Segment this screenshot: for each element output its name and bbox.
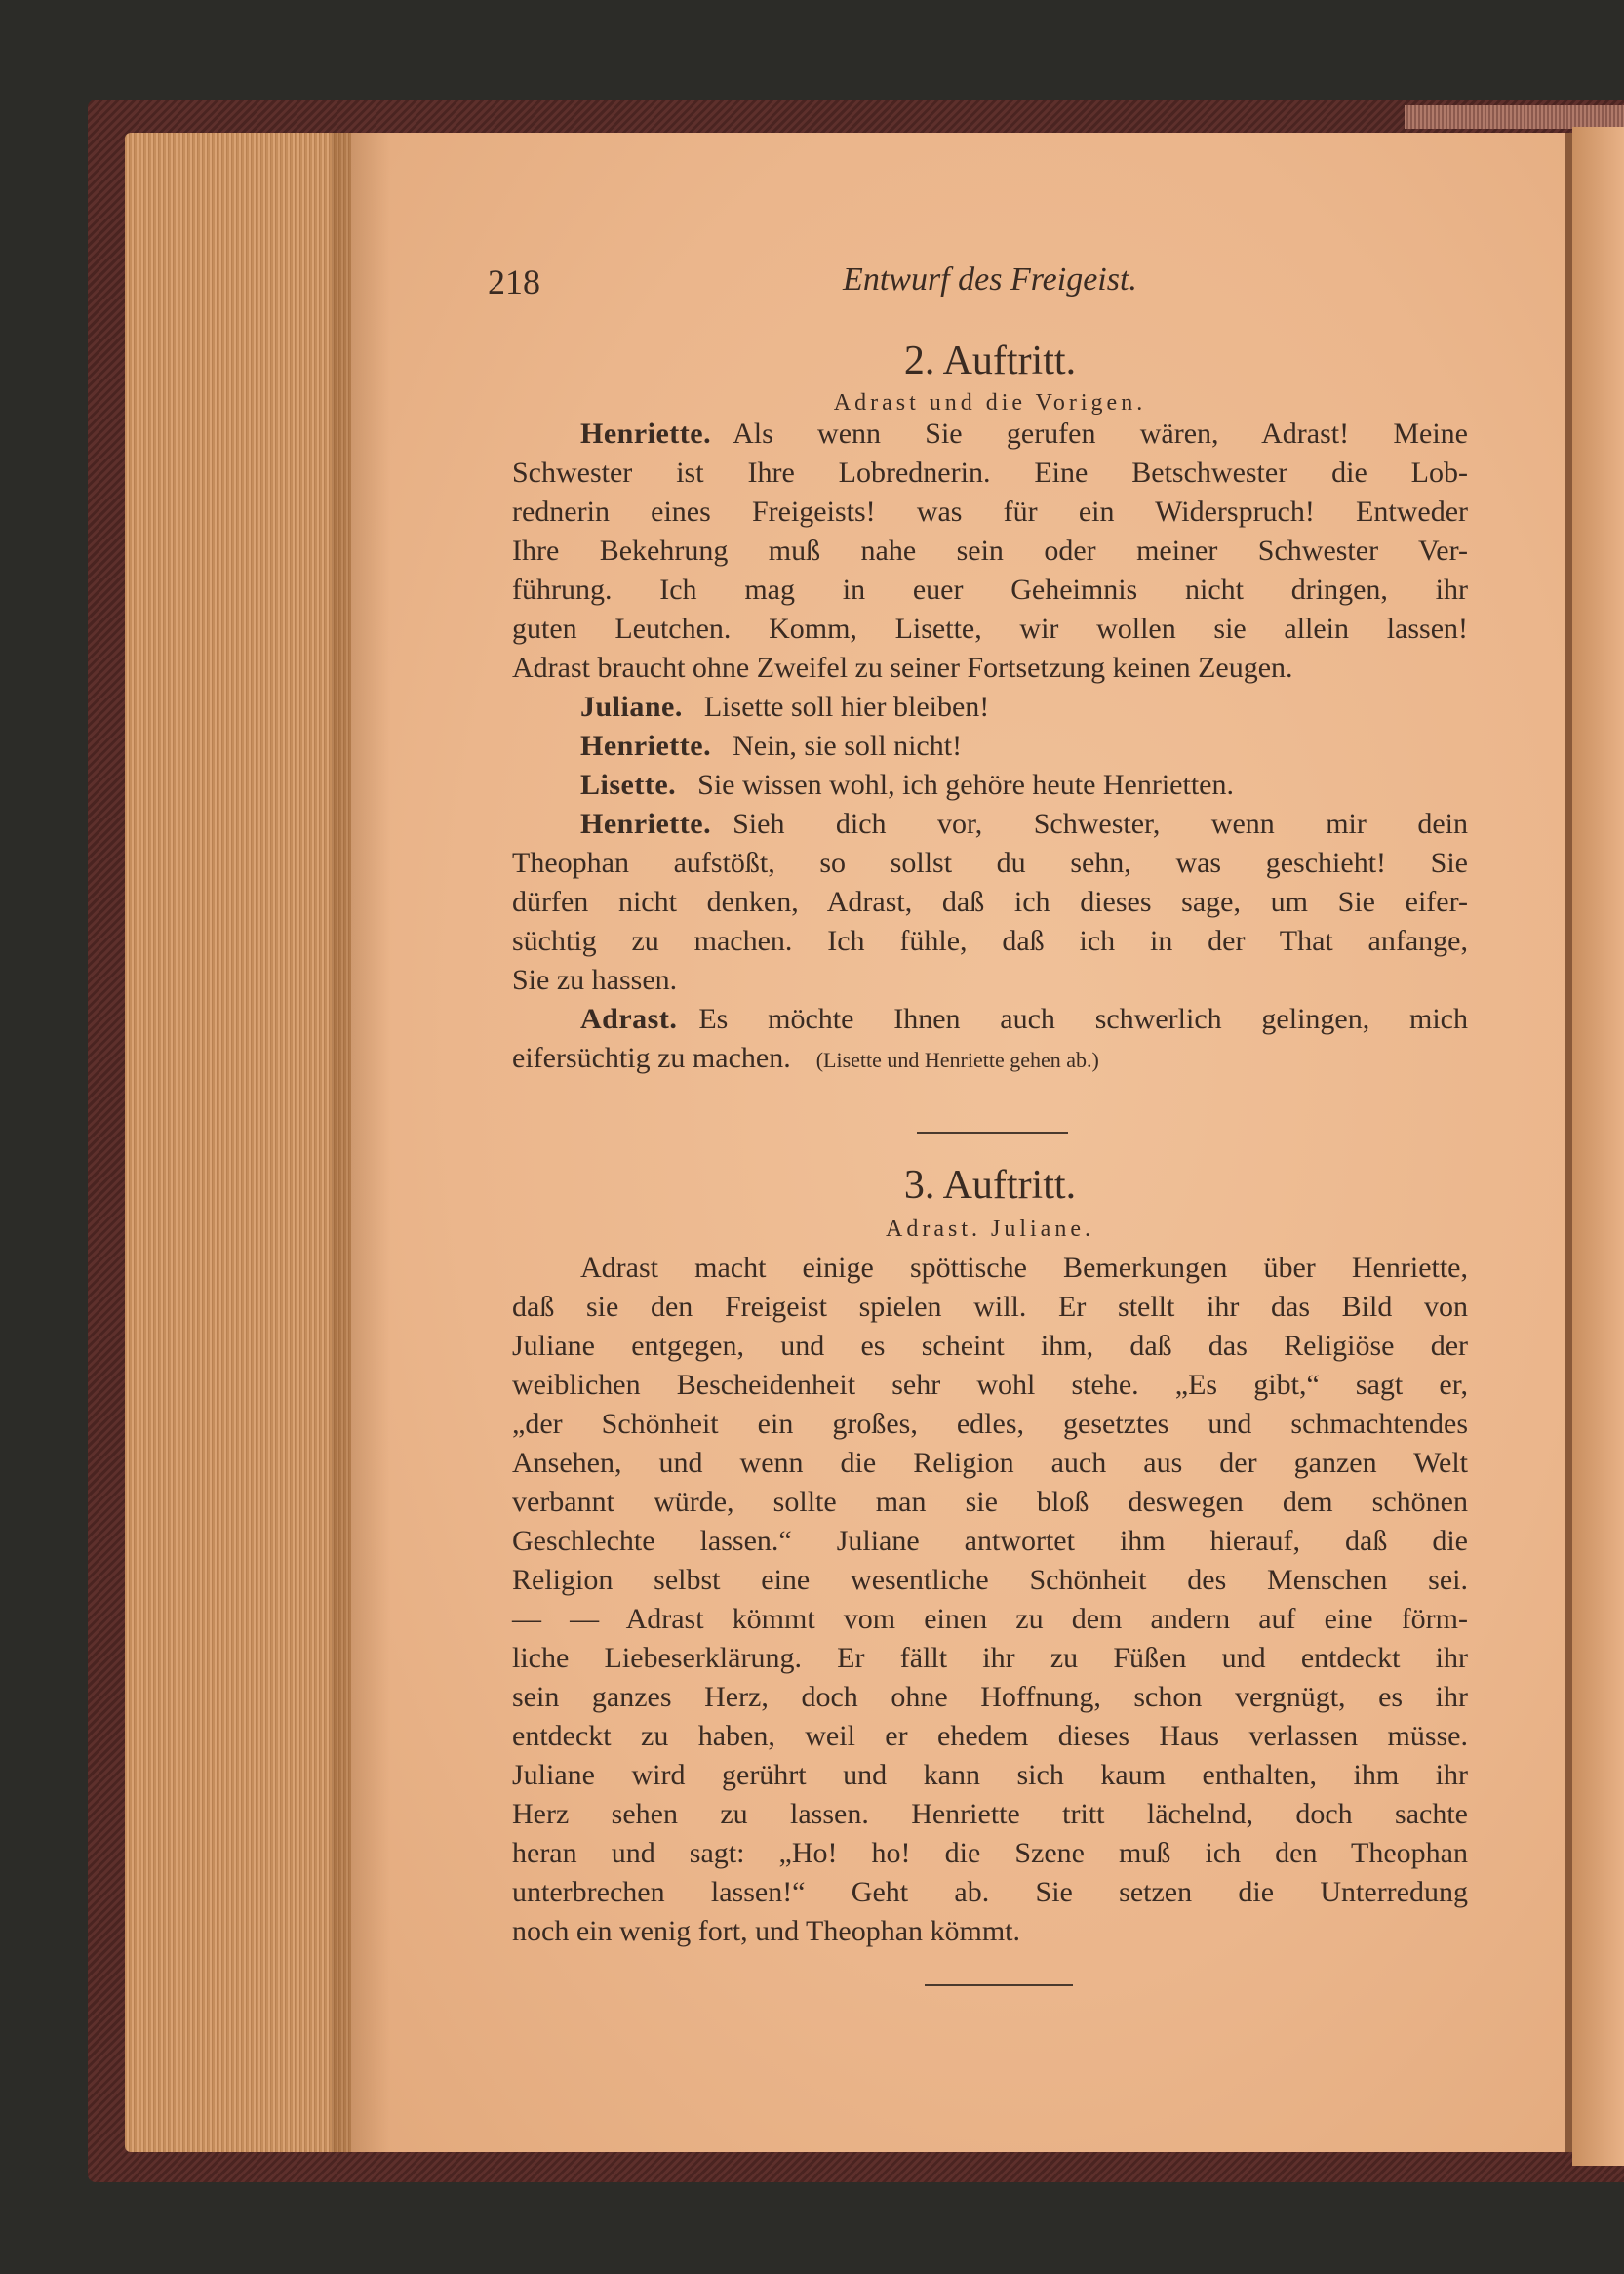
page-number: 218 — [488, 262, 540, 301]
line-text: Religion selbst eine wesentliche Schönheit des Menschen sei. — [512, 1564, 1468, 1596]
line-text: Juliane wird gerührt und kann sich kaum enthalten, ihm ihr — [512, 1759, 1468, 1791]
line-text: rednerin eines Freigeists! was für ein Widerspruch! Entweder — [512, 496, 1468, 528]
scene-body — [512, 415, 1468, 1078]
line-text: heran und sagt: „Ho! ho! die Szene muß ich den Theophan — [512, 1837, 1468, 1869]
section-divider — [917, 1132, 1068, 1134]
line-text: Ansehen, und wenn die Religion auch aus der ganzen Welt — [512, 1447, 1468, 1479]
line-text: daß sie den Freigeist spielen will. Er stellt ihr das Bild von — [512, 1291, 1468, 1323]
text-line — [512, 1834, 1468, 1873]
line-text: eifersüchtig zu machen. — [512, 1042, 791, 1074]
text-line — [512, 493, 1468, 532]
line-text: sein ganzes Herz, doch ohne Hoffnung, schon vergnügt, es ihr — [512, 1681, 1468, 1713]
speaker-name: Adrast. — [580, 1003, 678, 1035]
scene-characters: Adrast und die Vorigen. — [833, 390, 1147, 416]
text-line — [512, 1561, 1468, 1600]
line-text: Sieh dich vor, Schwester, wenn mir dein — [733, 808, 1468, 840]
line-text: verbannt würde, sollte man sie bloß deswegen dem schönen — [512, 1486, 1468, 1518]
speaker-name: Henriette. — [580, 730, 712, 762]
text-line — [512, 571, 1468, 610]
text-line — [512, 961, 1468, 1000]
page-shadow — [332, 133, 390, 2152]
line-text: Als wenn Sie gerufen wären, Adrast! Meine — [733, 418, 1468, 450]
facing-page-edge — [1572, 127, 1624, 2166]
line-text: Adrast braucht ohne Zweifel zu seiner Fortsetzung keinen Zeugen. — [512, 652, 1293, 684]
text-line — [512, 415, 1468, 454]
line-text: Adrast macht einige spöttische Bemerkungen über Henriette, — [580, 1252, 1468, 1284]
scene-body — [512, 1249, 1468, 1951]
line-text: Theophan aufstößt, so sollst du sehn, was geschieht! Sie — [512, 847, 1468, 879]
stage-direction: (Lisette und Henriette gehen ab.) — [815, 1048, 1099, 1072]
text-line — [512, 1912, 1468, 1951]
text-line — [512, 1288, 1468, 1327]
text-line — [512, 766, 1468, 805]
scene-3 — [512, 1161, 1468, 1951]
line-text: noch ein wenig fort, und Theophan kömmt. — [512, 1915, 1021, 1947]
speaker-name: Henriette. — [580, 808, 712, 840]
text-line — [512, 922, 1468, 961]
line-text: guten Leutchen. Komm, Lisette, wir wollen sie allein lassen! — [512, 613, 1468, 645]
text-line — [512, 1717, 1468, 1756]
text-line — [512, 1327, 1468, 1366]
scene-heading: 2. Auftritt. — [903, 339, 1077, 383]
speaker-name: Juliane. — [580, 691, 683, 723]
text-line — [512, 610, 1468, 649]
line-text: entdeckt zu haben, weil er ehedem dieses Haus verlassen müsse. — [512, 1720, 1468, 1752]
line-text: Sie wissen wohl, ich gehöre heute Henrietten. — [697, 769, 1234, 801]
line-text: dürfen nicht denken, Adrast, daß ich dieses sage, um Sie eifer- — [512, 886, 1468, 918]
text-line — [512, 1600, 1468, 1639]
text-line — [512, 649, 1468, 688]
scene-characters: Adrast. Juliane. — [886, 1217, 1094, 1242]
text-line — [512, 1405, 1468, 1444]
line-text: Juliane entgegen, und es scheint ihm, daß das Religiöse der — [512, 1330, 1468, 1362]
text-line — [512, 1795, 1468, 1834]
line-text: — — Adrast kömmt vom einen zu dem andern auf eine förm- — [512, 1603, 1468, 1635]
running-title: Entwurf des Freigeist. — [843, 261, 1137, 298]
speaker-name: Lisette. — [580, 769, 677, 801]
speaker-name: Henriette. — [580, 418, 712, 450]
line-text: führung. Ich mag in euer Geheimnis nicht dringen, ihr — [512, 574, 1468, 606]
line-text: Herz sehen zu lassen. Henriette tritt lächelnd, doch sachte — [512, 1798, 1468, 1830]
text-line — [512, 727, 1468, 766]
text-line — [512, 1444, 1468, 1483]
line-text: Geschlechte lassen.“ Juliane antwortet ihm hierauf, daß die — [512, 1525, 1468, 1557]
book-headband — [1405, 105, 1624, 129]
text-line — [512, 1039, 1468, 1078]
line-text: weiblichen Bescheidenheit sehr wohl stehe. „Es gibt,“ sagt er, — [512, 1369, 1468, 1401]
line-text: „der Schönheit ein großes, edles, gesetztes und schmachtendes — [512, 1408, 1468, 1440]
scene-heading: 3. Auftritt. — [903, 1163, 1077, 1208]
text-line — [512, 1366, 1468, 1405]
line-text: süchtig zu machen. Ich fühle, daß ich in der That anfange, — [512, 925, 1468, 957]
line-text: Es möchte Ihnen auch schwerlich gelingen, mich — [698, 1003, 1468, 1035]
scene-2 — [512, 337, 1468, 1078]
text-line — [512, 844, 1468, 883]
section-divider — [925, 1984, 1073, 1986]
line-text: Sie zu hassen. — [512, 964, 678, 996]
text-line — [512, 883, 1468, 922]
text-line — [512, 805, 1468, 844]
line-text: liche Liebeserklärung. Er fällt ihr zu Füßen und entdeckt ihr — [512, 1642, 1468, 1674]
text-line — [512, 532, 1468, 571]
text-line — [512, 1000, 1468, 1039]
line-text: Ihre Bekehrung muß nahe sein oder meiner Schwester Ver- — [512, 535, 1468, 567]
text-line — [512, 1249, 1468, 1288]
text-line — [512, 1678, 1468, 1717]
line-text: Lisette soll hier bleiben! — [703, 691, 990, 723]
text-line — [512, 1639, 1468, 1678]
line-text: unterbrechen lassen!“ Geht ab. Sie setzen die Unterredung — [512, 1876, 1468, 1908]
text-line — [512, 1522, 1468, 1561]
line-text: Schwester ist Ihre Lobrednerin. Eine Betschwester die Lob- — [512, 457, 1468, 489]
text-line — [512, 1873, 1468, 1912]
text-line — [512, 454, 1468, 493]
text-line — [512, 688, 1468, 727]
text-line — [512, 1483, 1468, 1522]
text-line — [512, 1756, 1468, 1795]
line-text: Nein, sie soll nicht! — [733, 730, 963, 762]
